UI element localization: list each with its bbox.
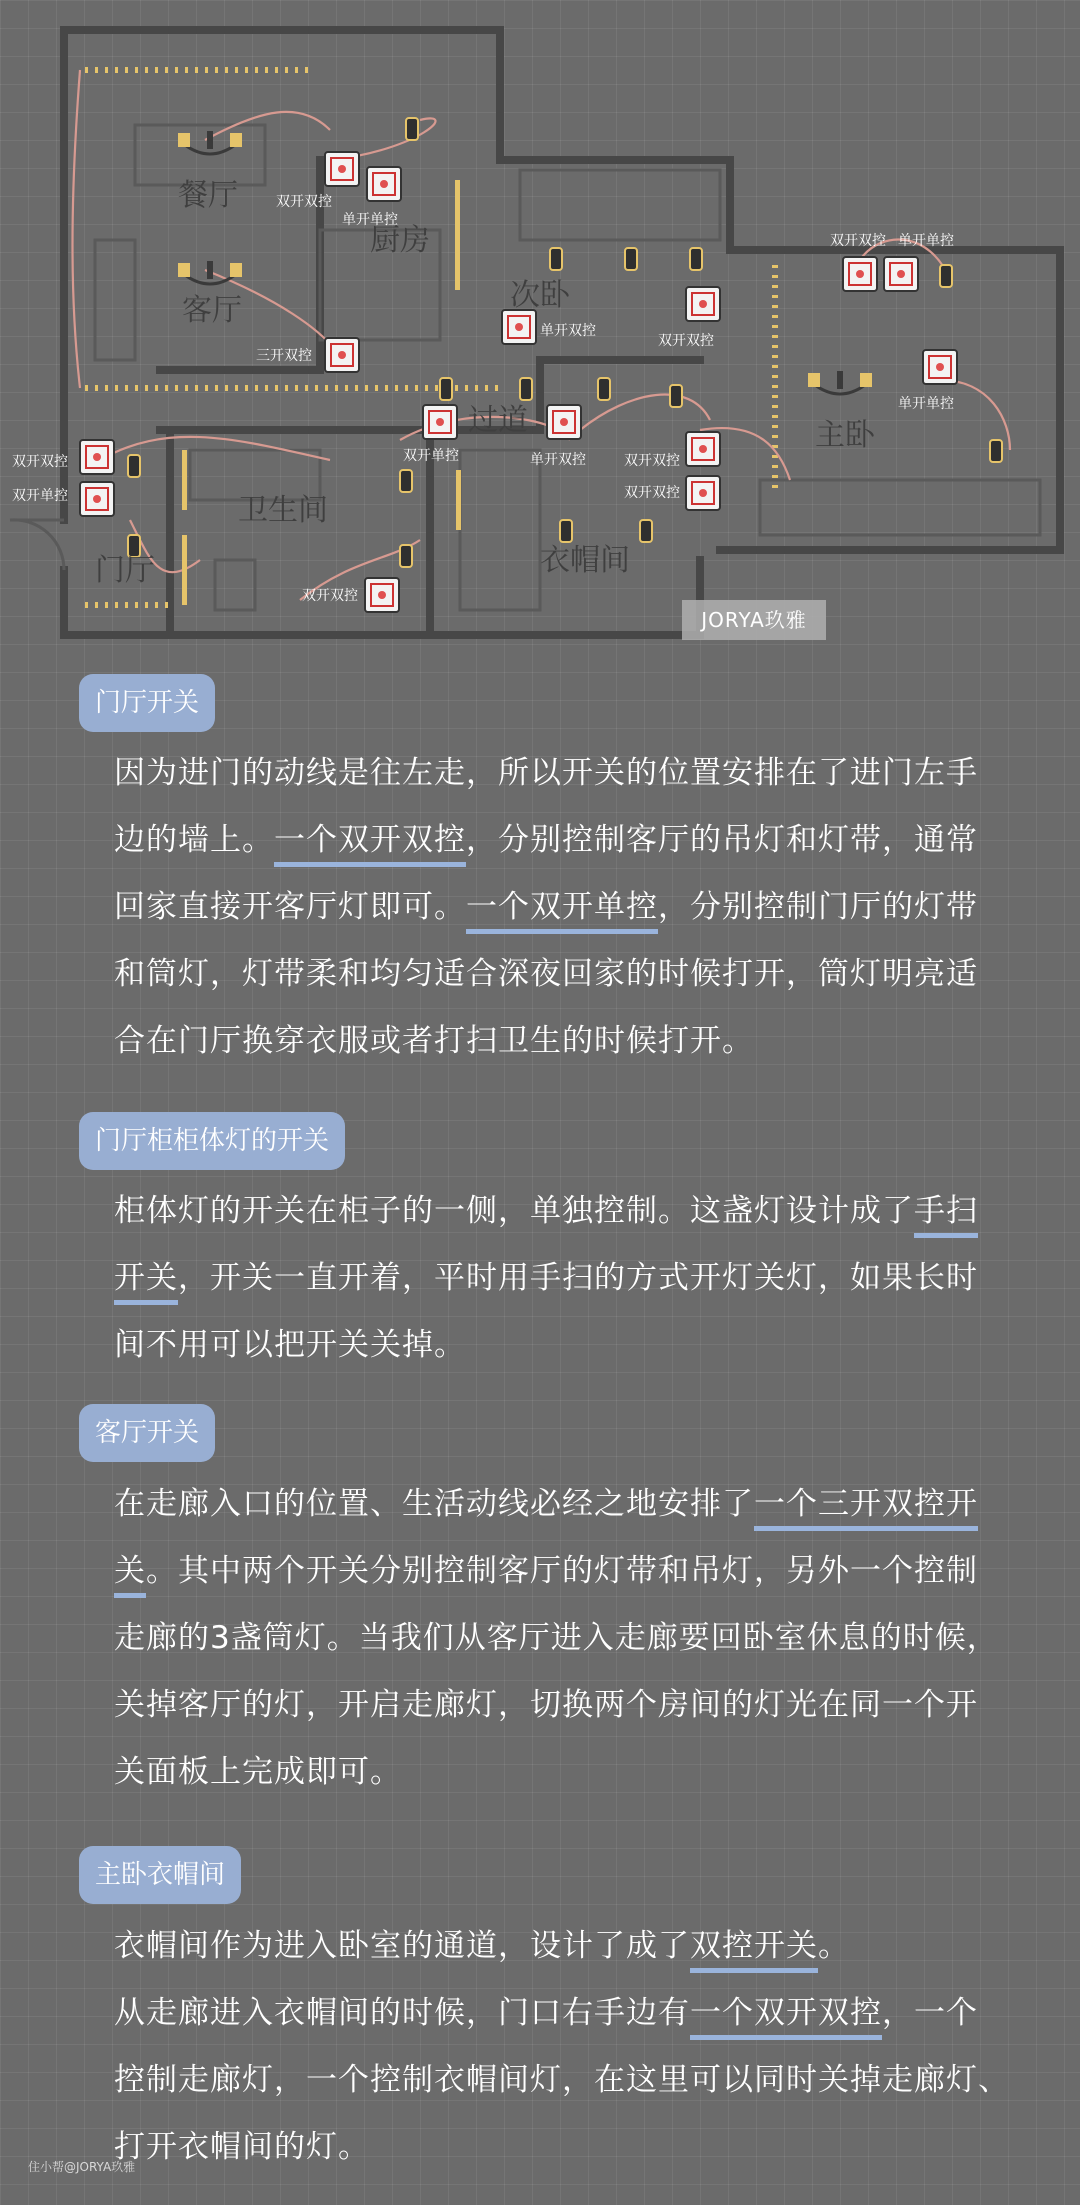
highlighted-term: 关 xyxy=(114,1553,146,1589)
floor-plan xyxy=(0,0,1080,650)
paragraph-line xyxy=(114,1913,1004,1980)
text-segment: 和筒灯，灯带柔和均匀适合深夜回家的时候打开，筒灯明亮适 xyxy=(114,956,978,992)
paragraph-line xyxy=(114,1312,1004,1379)
switch-label: 双开双控 xyxy=(276,194,332,210)
paragraph-line xyxy=(114,1178,1004,1245)
section-paragraph xyxy=(114,1913,1010,2181)
switch-label: 双开双控 xyxy=(12,454,68,470)
text-segment: ，一个 xyxy=(882,1995,978,2031)
paragraph-line xyxy=(114,1672,1004,1739)
text-segment: 在走廊入口的位置、生活动线必经之地安排了 xyxy=(114,1486,754,1522)
text-segment: 因为进门的动线是往左走，所以开关的位置安排在了进门左手 xyxy=(114,755,978,791)
highlighted-term: 手扫 xyxy=(914,1193,978,1229)
room-bathroom: 卫生间 xyxy=(238,493,328,528)
paragraph-line xyxy=(114,1471,1004,1538)
switch-label: 单开双控 xyxy=(540,323,596,339)
section-paragraph xyxy=(114,1471,1004,1806)
paragraph-line xyxy=(114,1739,1004,1806)
paragraph-line xyxy=(114,2047,1010,2114)
paragraph-line xyxy=(114,941,1004,1008)
switch-label: 三开双控 xyxy=(256,348,312,364)
text-segment: 。其中两个开关分别控制客厅的灯带和吊灯，另外一个控制 xyxy=(146,1553,978,1589)
section-paragraph xyxy=(114,1178,1004,1379)
text-segment: 回家直接开客厅灯即可。 xyxy=(114,889,466,925)
text-segment: 间不用可以把开关关掉。 xyxy=(114,1327,466,1363)
highlighted-term: 一个双开单控 xyxy=(466,889,658,925)
text-segment: ，分别控制门厅的灯带 xyxy=(658,889,978,925)
section-tag: 门厅开关 xyxy=(79,674,215,732)
text-segment: 关面板上完成即可。 xyxy=(114,1754,402,1790)
room-cloakroom: 衣帽间 xyxy=(540,543,630,578)
paragraph-line xyxy=(114,1245,1004,1312)
highlighted-term: 开关 xyxy=(114,1260,178,1296)
highlighted-term: 一个三开双控开 xyxy=(754,1486,978,1522)
text-segment: 控制走廊灯，一个控制衣帽间灯，在这里可以同时关掉走廊灯、 xyxy=(114,2062,1010,2098)
switch-label: 单开单控 xyxy=(898,233,954,249)
switch-label: 双开双控 xyxy=(658,333,714,349)
paragraph-line xyxy=(114,2114,1004,2181)
room-second-bedroom: 次卧 xyxy=(510,278,570,313)
text-segment: 。 xyxy=(818,1928,850,1964)
paragraph-line xyxy=(114,874,1004,941)
switch-label: 单开单控 xyxy=(898,396,954,412)
room-corridor: 过道 xyxy=(468,403,528,438)
room-kitchen: 厨房 xyxy=(370,223,430,258)
highlighted-term: 一个双开双控 xyxy=(690,1995,882,2031)
room-dining: 餐厅 xyxy=(178,178,238,213)
paragraph-line xyxy=(114,1605,1004,1672)
paragraph-line xyxy=(114,1980,1004,2047)
section-tag: 客厅开关 xyxy=(79,1404,215,1462)
paragraph-line xyxy=(114,1538,1004,1605)
switch-label: 双开双控 xyxy=(624,453,680,469)
text-segment: 柜体灯的开关在柜子的一侧，单独控制。这盏灯设计成了 xyxy=(114,1193,914,1229)
room-living: 客厅 xyxy=(182,293,242,328)
section-tag: 门厅柜柜体灯的开关 xyxy=(79,1112,345,1170)
switch-label: 单开双控 xyxy=(530,452,586,468)
text-segment: 走廊的3盏筒灯。当我们从客厅进入走廊要回卧室休息的时候， xyxy=(114,1620,999,1656)
highlighted-term: 双控开关 xyxy=(690,1928,818,1964)
switch-label: 双开双控 xyxy=(830,233,886,249)
room-foyer: 门厅 xyxy=(95,553,155,588)
text-segment: 打开衣帽间的灯。 xyxy=(114,2129,370,2165)
switch-label: 双开双控 xyxy=(624,485,680,501)
text-segment: 边的墙上。 xyxy=(114,822,274,858)
text-segment: ，分别控制客厅的吊灯和灯带，通常 xyxy=(466,822,978,858)
paragraph-line xyxy=(114,807,1004,874)
text-segment: 关掉客厅的灯，开启走廊灯，切换两个房间的灯光在同一个开 xyxy=(114,1687,978,1723)
highlighted-term: 一个双开双控 xyxy=(274,822,466,858)
switch-label: 双开双控 xyxy=(302,588,358,604)
section-paragraph xyxy=(114,740,1004,1075)
paragraph-line xyxy=(114,740,1004,807)
brand-watermark: JORYA玖雅 xyxy=(682,600,826,640)
section-tag: 主卧衣帽间 xyxy=(79,1846,241,1904)
text-segment: 合在门厅换穿衣服或者打扫卫生的时候打开。 xyxy=(114,1023,754,1059)
switch-label: 双开单控 xyxy=(403,448,459,464)
switch-label: 双开单控 xyxy=(12,488,68,504)
source-credit: 住小帮@JORYA玖雅 xyxy=(28,2160,136,2174)
text-segment: ，开关一直开着，平时用手扫的方式开灯关灯，如果长时 xyxy=(178,1260,978,1296)
text-segment: 衣帽间作为进入卧室的通道，设计了成了 xyxy=(114,1928,690,1964)
switch-label: 单开单控 xyxy=(342,212,398,228)
paragraph-line xyxy=(114,1008,1004,1075)
text-segment: 从走廊进入衣帽间的时候，门口右手边有 xyxy=(114,1995,690,2031)
room-master-bedroom: 主卧 xyxy=(815,418,875,453)
